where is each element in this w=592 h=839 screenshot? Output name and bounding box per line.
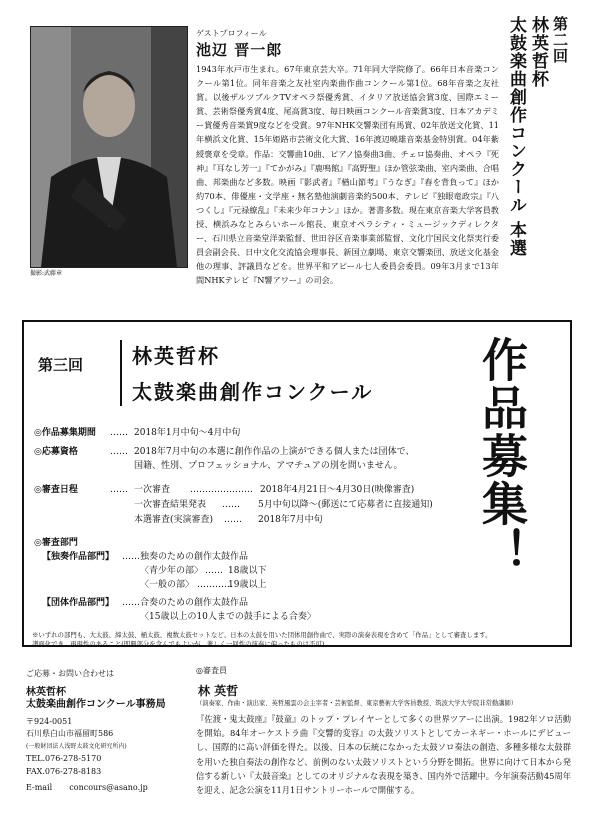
final-event-cup: 林英哲杯 bbox=[528, 16, 548, 88]
group-leader: …… bbox=[122, 598, 140, 608]
contact-org-line1: 林英哲杯 bbox=[26, 686, 66, 698]
guest-name: 池辺 晋一郎 bbox=[196, 41, 283, 59]
photo-credit: 撮影:武藤章 bbox=[30, 270, 63, 277]
solo-general-class: 〈一般の部〉 bbox=[140, 580, 195, 590]
division-note bbox=[32, 631, 562, 649]
contact-tel: TEL.076-278-5170 bbox=[26, 754, 102, 763]
judge-bio: 『佐渡・鬼太鼓座』『鼓童』のトップ・プレイヤーとして多くの世界ツアーに出演。1982年ソロ活動を開始。84年オーケストラ曲『交響的変容』の太鼓ソリストとしてカーネギー・ホールにデビューし、国際的に高い評価を得た。以後、日本の伝統になかった太鼓ソロ奏法の創造、多種多様な太鼓群を用いた独自奏法の創作など、前例のない太鼓ソリストという分野を開拓。世界に向けて日本から発信する新しい『太鼓音楽』としてのオリジナルな表現を築き、国内外で活躍中。今年演奏活動45周年を迎え、記念公演を11月1日サントリーホールで開催する。 bbox=[196, 714, 571, 796]
contact-subaddress: (一般財団法人浅野太鼓文化研究所内) bbox=[26, 742, 127, 750]
schedule-leader: …… bbox=[110, 485, 128, 495]
schedule-item-name: 一次審査結果発表 bbox=[134, 500, 207, 510]
contact-email-row bbox=[26, 782, 166, 795]
solo-division-desc: 独奏のための創作太鼓作品 bbox=[140, 552, 249, 562]
qualification-line2: 国籍、性別、プロフェッショナル、アマチュアの別を問いません。 bbox=[134, 461, 403, 471]
division-note-line2: 譜面化でき、再現性のあること(即興部分を含んでもよいが、著しく一回性の演奏に偏ったものは不可)。 bbox=[32, 640, 331, 648]
call-for-entries-heading: 作品募集！ bbox=[475, 336, 529, 576]
schedule-item-value: 2018年7月中旬 bbox=[258, 515, 323, 525]
group-division-condition: 〈15歳以上の10人までの鼓手による合奏〉 bbox=[140, 612, 316, 622]
final-event-edition: 第二回 bbox=[551, 16, 569, 64]
contact-org-line2: 太鼓楽曲創作コンクール事務局 bbox=[26, 699, 166, 710]
schedule-leader: …… bbox=[224, 515, 242, 525]
contact-postal: 〒924-0051 bbox=[26, 716, 73, 726]
solo-young-class: 〈青少年の部〉 bbox=[140, 566, 204, 576]
contact-heading: ご応募・お問い合わせは bbox=[26, 669, 114, 678]
contest-title-line1: 林英哲杯 bbox=[132, 344, 220, 368]
contact-address: 石川県白山市福留町586 bbox=[26, 729, 114, 738]
contest-title-line2: 太鼓楽曲創作コンクール bbox=[132, 380, 374, 404]
solo-general-age: 19歳以上 bbox=[228, 580, 267, 590]
guest-bio: 1943年水戸市生まれ。67年東京芸大卒。71年同大学院修了。66年日本音楽コンクール第1位。同年音楽之友社室内楽曲作曲コンクール第1位。68年音楽之友社賞。以後ザルツブルクTVオペラ祭優秀賞、イタリア放送協会賞3度、国際エミー賞、芸術祭優秀賞4度、尾高賞3度、毎日映画コンクール音楽賞3度、日本アカデミー賞優秀音楽賞9度などを受賞。97年NHK交響楽団有馬賞、02年放送文化賞、11年横浜文化賞、15年姫路市芸術文化大賞、16年渡辺曉雄音楽基金特別賞。04年紫綬褒章を受章。作品：交響曲10曲、ピアノ協奏曲3曲、チェロ協奏曲、オペラ『死神』『耳なし芳一』『てかがみ』『鹿鳴館』『高野聖』ほか管弦楽曲、室内楽曲、合唱曲、邦楽曲など多数。映画『影武者』『楢山節考』『うなぎ』『春を背負って』ほか約70本、俳優座・文学座・無名塾他演劇音楽約500本、テレビ『独眼竜政宗』『八つくし』『元禄繚乱』『未来少年コナン』ほか。著書多数。現在東京音楽大学客員教授、横浜みなとみらいホール館長、東京オペラシティ・ミュージックディレクター、石川県立音楽堂洋楽監督、世田谷区音楽事業部監督、文化庁国民文化祭実行委員会副会長、日中文化交流協会理事長、新国立劇場、東京交響楽団、放送文化基金他の理事、評議員などを。世界平和アピール七人委員会委員。09年3月まで13年間NHKテレビ『N響アワー』の司会。 bbox=[196, 64, 499, 286]
group-division-label: 【団体作品部門】 bbox=[42, 598, 115, 608]
final-event-name: 太鼓楽曲創作コンクール 本選 bbox=[506, 16, 526, 257]
division-note-line1: ※いずれの部門も、大太鼓、締太鼓、桶太鼓、複数太鼓セットなど、日本の太鼓を用いた団体用創作曲で、実際の演奏表現を含めて「作品」として審査します。 bbox=[32, 631, 492, 639]
schedule-item-name: 本選審査(実演審査) bbox=[134, 515, 214, 525]
contact-block bbox=[26, 668, 166, 795]
solo-young-leader: …… bbox=[205, 566, 223, 576]
schedule-item-name: 一次審査 bbox=[134, 485, 171, 495]
schedule-item-value: 2018年4月21日〜4月30日(映像審査) bbox=[260, 485, 415, 495]
schedule-leader: …… bbox=[222, 500, 240, 510]
period-label: ◎作品募集期間 bbox=[34, 428, 96, 438]
judge-heading: ◎審査員 bbox=[196, 666, 227, 675]
guest-photo bbox=[30, 26, 188, 268]
qualification-leader: …… bbox=[110, 447, 128, 457]
group-division-desc: 合奏のための創作太鼓作品 bbox=[140, 598, 249, 608]
period-leader: …… bbox=[110, 428, 128, 438]
contact-email[interactable]: concours@asano.jp bbox=[69, 783, 148, 792]
judge-name: 林 英哲 bbox=[198, 684, 239, 698]
division-label: ◎審査部門 bbox=[34, 538, 78, 548]
contest-edition: 第三回 bbox=[38, 356, 84, 374]
guest-profile-label: ゲストプロフィール bbox=[196, 29, 267, 38]
final-event-title bbox=[505, 16, 571, 316]
solo-general-leader: ………… bbox=[197, 580, 233, 590]
title-divider bbox=[120, 340, 122, 406]
contact-fax: FAX.076-278-8183 bbox=[26, 766, 102, 776]
schedule-label: ◎審査日程 bbox=[34, 485, 78, 495]
solo-leader: …… bbox=[122, 552, 140, 562]
solo-young-age: 18歳以下 bbox=[228, 566, 267, 576]
contact-email-label: E-mail bbox=[26, 783, 53, 792]
qualification-label: ◎応募資格 bbox=[34, 447, 78, 457]
solo-division-label: 【独奏作品部門】 bbox=[42, 552, 115, 562]
schedule-item-value: 5月中旬以降〜(郵送にて応募者に直接通知) bbox=[258, 500, 433, 510]
schedule-leader: ………………… bbox=[190, 485, 253, 495]
period-value: 2018年1月中旬〜4月中旬 bbox=[134, 428, 241, 438]
qualification-line1: 2018年7月中旬の本選に創作作品の上演ができる個人または団体で、 bbox=[134, 447, 415, 457]
judge-role: （演奏家、作曲・演出家、英哲風雲の会主宰者・芸術監督、東京藝術大学客員教授、筑波大学大学院非常勤講師） bbox=[196, 700, 518, 707]
